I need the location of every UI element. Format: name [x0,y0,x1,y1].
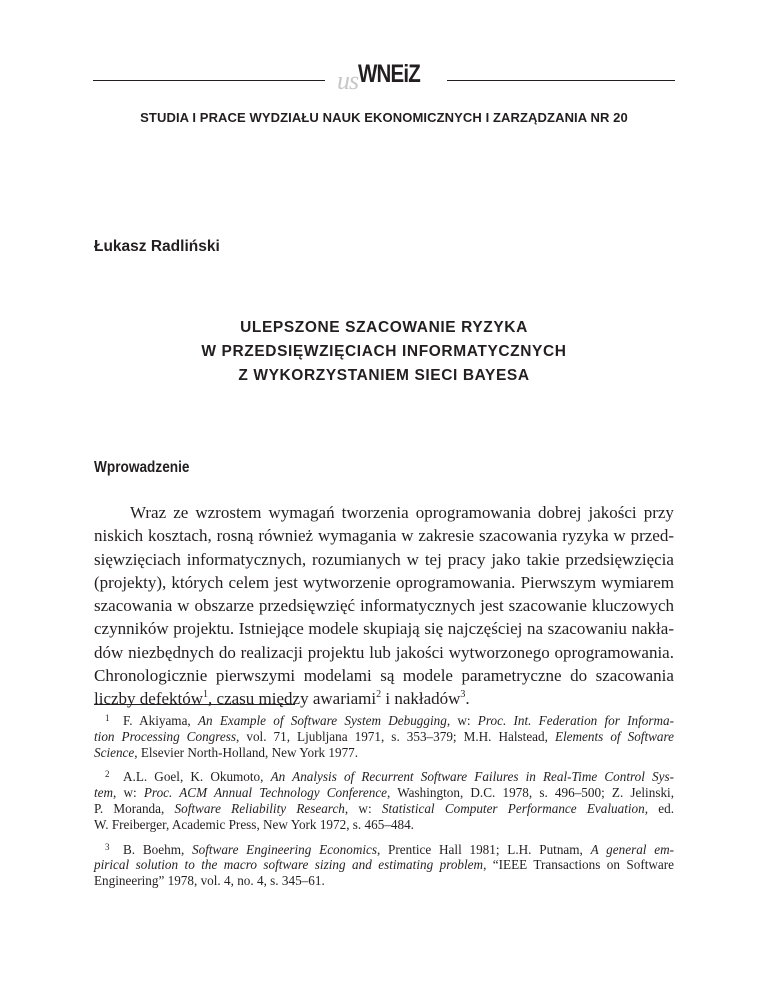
word: przedsięwzięcia [565,549,674,569]
header-rule-left [93,80,325,81]
word: (projekty), [94,572,167,592]
word: Wraz [130,503,167,522]
word: skupiają [363,619,420,639]
body-text-fragment: liczby defektów [94,689,204,709]
word: przy [643,503,674,522]
word: sięwzięciach [94,549,181,569]
title-line: Z WYKORZYSTANIEM SIECI BAYESA [238,367,530,384]
footnote-line: tion Processing Congress, vol. 71, Ljubljana 1971, s. 353–379; M.H. Halstead, Elements of Software [94,728,675,744]
word: jest [480,596,504,616]
word: również [258,526,314,546]
word: niskich [94,526,144,546]
word: tej [424,549,442,569]
word: kosztach, [148,526,212,546]
word: Istniejące [238,619,304,639]
word: szacowania [94,596,173,616]
word: niezbędnych [128,642,214,662]
word: parametryczne [461,666,562,686]
word: takie [526,549,560,569]
word: lub [369,642,391,662]
word: obszarze [194,596,254,616]
body-line [94,617,674,640]
body-text-fragment: , czasu między awariami [208,689,377,709]
word: wymagania [318,526,397,546]
word: w [177,596,190,616]
word: modelami [303,666,372,686]
word: dobrej [538,503,582,522]
footnote-line: 1 F. Akiyama, An Example of Software System Debugging, w: Proc. Int. Federation for Informa- [105,713,675,728]
word: modele [402,666,453,686]
word: modele [308,619,359,639]
word: najczęściej [447,619,523,639]
word: przedsięwzięć [258,596,356,616]
body-line [94,664,674,687]
word: oprogramowania [415,503,531,522]
word: dów [94,642,124,662]
word: rozumianych [312,549,401,569]
logo-main-text: WNEiZ [358,60,420,88]
word: jako [491,549,521,569]
footnote-number: 3 [105,841,110,852]
footnote-number: 1 [105,713,110,723]
author-name: Łukasz Radliński [94,238,220,255]
word: informatycznych [360,596,476,616]
body-line [94,641,674,664]
word: w [401,526,414,546]
footnote-line: Engineering” 1978, vol. 4, no. 4, s. 345–61. [94,873,325,889]
word: szacowaniu [547,619,627,639]
title-line: ULEPSZONE SZACOWANIE RYZYKA [240,319,528,336]
word: wymagań [268,503,335,522]
journal-header [93,58,675,98]
word: Pierwszym [520,572,597,592]
word: celem [228,572,270,592]
footnote-number: 2 [105,769,110,780]
body-line-last [94,687,674,710]
word: rosną [216,526,254,546]
word: ryzyka [562,526,609,546]
footnote-line: tem, w: Proc. ACM Annual Technology Conference, Washington, D.C. 1978, s. 496–500; Z. Jelinski, [94,785,675,801]
section-heading: Wprowadzenie [94,459,190,476]
word: kluczowych [591,596,674,616]
word: się [424,619,444,639]
body-line [94,501,674,524]
footnote-separator [94,704,295,705]
word: informatycznych, [186,549,307,569]
word: do [218,642,236,662]
word: zakresie [418,526,475,546]
word: wymiarem [601,572,674,592]
word: tworzenia [341,503,409,522]
footnote-line: 2 A.L. Goel, K. Okumoto, An Analysis of Recurrent Software Failures in Real-Time Control Sys- [105,769,674,785]
word: do [570,666,588,686]
word: realizacji [240,642,303,662]
footnote-3 [94,840,674,889]
footnote-line: pirical solution to the macro software sizing and estimating problem, “IEEE Transactions on Software [94,857,674,873]
wneiz-logo [337,58,441,98]
footnote-ref-2: 2 [376,689,382,701]
word: szacowania [479,526,558,546]
word: czynników [94,619,169,639]
word: wytworzonego [448,642,550,662]
word: szacowanie [508,596,587,616]
word: ze [173,503,189,522]
footnote-ref-3: 3 [460,689,466,701]
word: w [613,526,626,546]
word: oprogramowania. [554,642,674,662]
header-rule-right [447,80,675,81]
logo-prefix: us [337,66,359,95]
word: jakości [588,503,637,522]
word: w [406,549,419,569]
footnote-line: Science, Elsevier North-Holland, New York 1977. [94,744,359,760]
footnote-line: 3 B. Boehm, Software Engineering Economics, Prentice Hall 1981; L.H. Putnam, A general em- [105,841,674,857]
word: projektu [307,642,365,662]
word: nakła- [631,619,674,639]
word: Chronologicznie [94,666,208,686]
article-title [0,316,768,388]
footnote-1 [94,711,674,760]
word: projektu. [173,619,235,639]
series-title: STUDIA I PRACE WYDZIAŁU NAUK EKONOMICZNYCH I ZARZĄDZANIA NR 20 [140,110,628,125]
word: na [526,619,543,639]
word: wytworzenie [303,572,391,592]
footnote-ref-1: 1 [203,689,209,701]
word: pierwszymi [215,666,296,686]
footnote-line: W. Freiberger, Academic Press, New York 1972, s. 465–484. [94,816,414,832]
body-paragraph [94,501,674,711]
word: są [380,666,395,686]
word: wzrostem [195,503,262,522]
word: oprogramowania. [395,572,516,592]
word: których [171,572,224,592]
word: szacowania [595,666,674,686]
body-text-fragment: i nakładów [381,689,461,709]
body-text-fragment: . [465,689,470,709]
body-line [94,571,674,594]
body-line [94,548,674,571]
word: jest [274,572,298,592]
title-line: W PRZEDSIĘWZIĘCIACH INFORMATYCZNYCH [201,343,567,360]
footnote-line: P. Moranda, Software Reliability Research, w: Statistical Computer Performance Evaluation, ed. [94,800,675,816]
body-line [94,524,674,547]
word: przed- [630,526,674,546]
footnote-2 [94,767,674,832]
footnotes [94,711,674,896]
word: jakości [395,642,444,662]
body-line [94,594,674,617]
word: pracy [447,549,486,569]
